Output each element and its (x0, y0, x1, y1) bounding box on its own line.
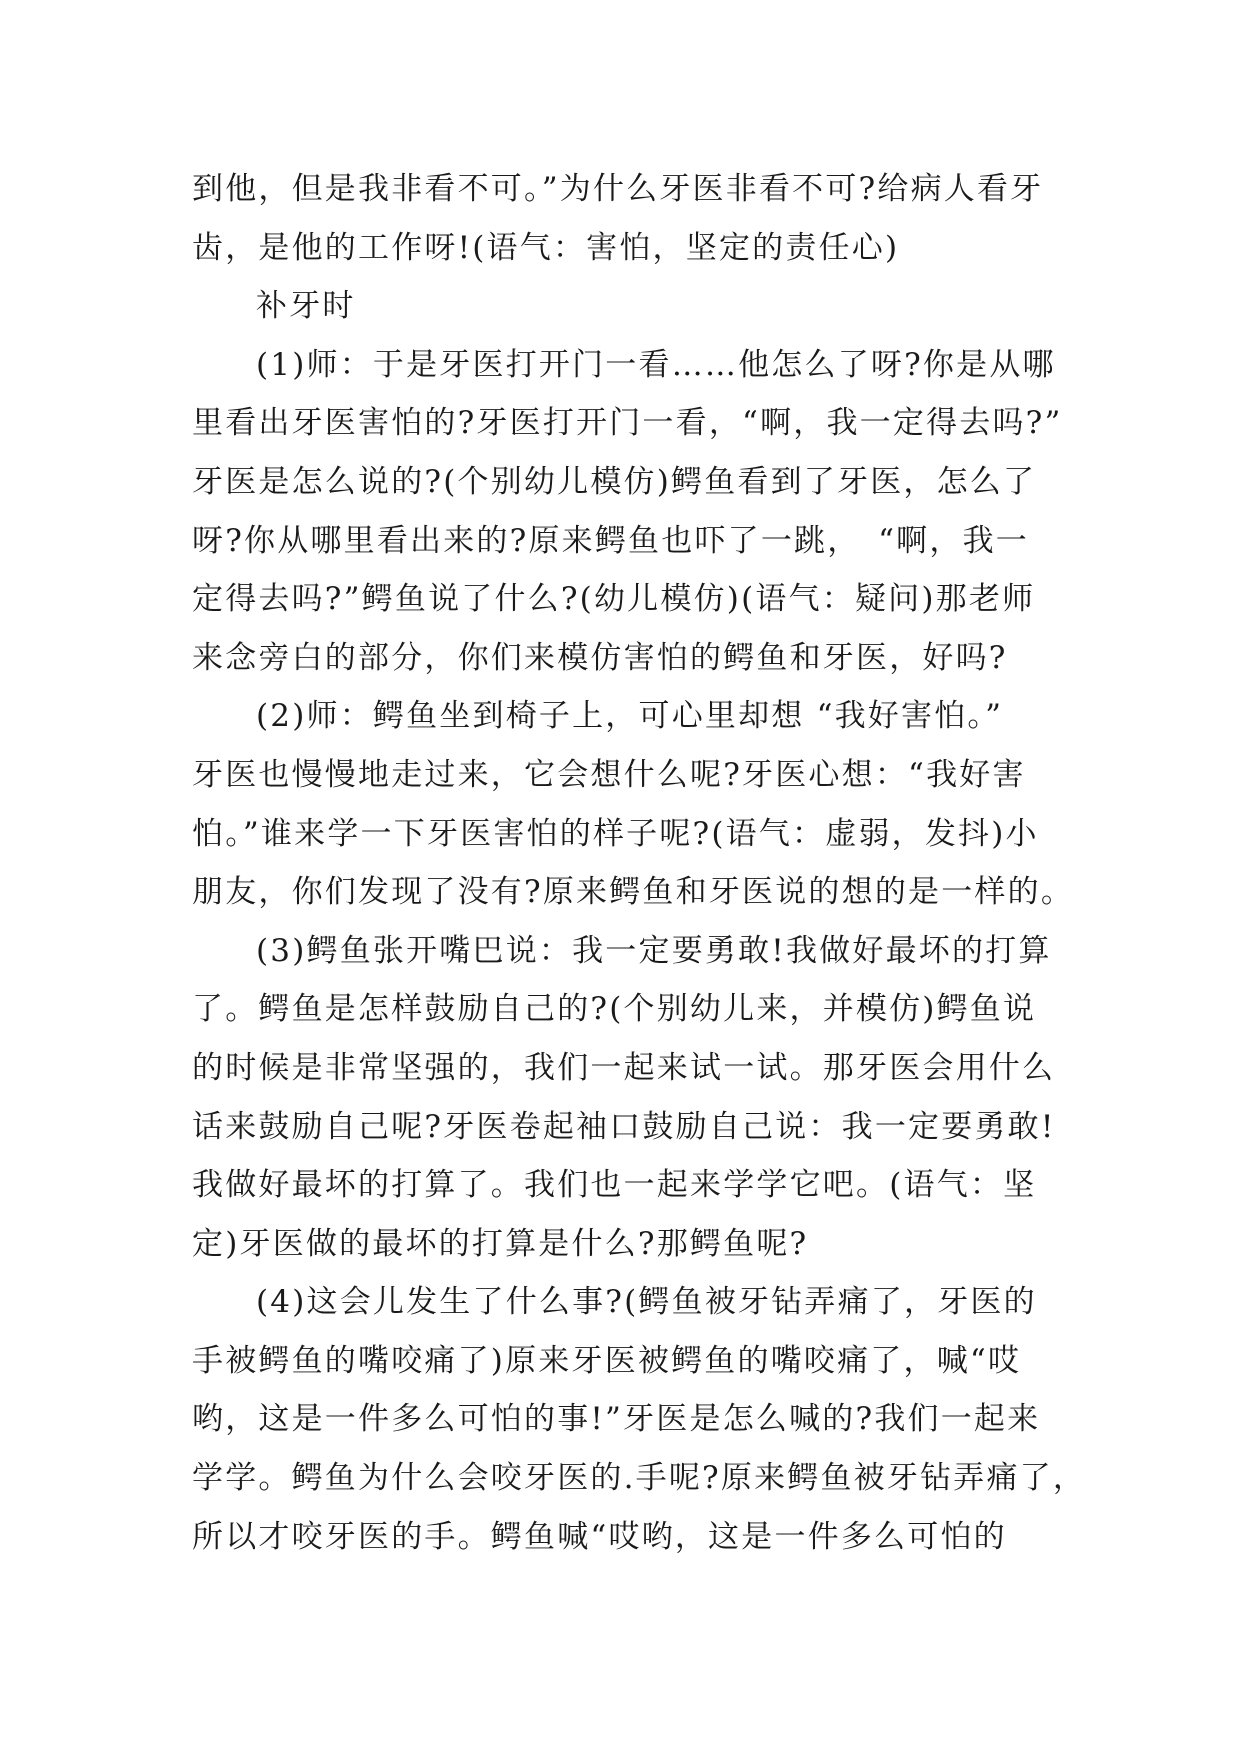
text-line: 到他，但是我非看不可。”为什么牙医非看不可?给病人看牙 (192, 171, 1044, 207)
paragraph-start-line: (2)师：鳄鱼坐到椅子上，可心里却想 “我好害怕。” (256, 698, 1004, 735)
text-line: 朋友，你们发现了没有?原来鳄鱼和牙医说的想的是一样的。 (192, 874, 1075, 911)
text-line: 齿，是他的工作呀!(语气：害怕，坚定的责任心) (192, 229, 900, 266)
text-line: 牙医是怎么说的?(个别幼儿模仿)鳄鱼看到了牙医，怎么了 (192, 463, 1037, 500)
text-line: 我做好最坏的打算了。我们也一起来学学它吧。(语气：坚 (192, 1167, 1037, 1204)
text-line: 手被鳄鱼的嘴咬痛了)原来牙医被鳄鱼的嘴咬痛了，喊“哎 (192, 1342, 1022, 1379)
text-line: 的时候是非常坚强的，我们一起来试一试。那牙医会用什么 (192, 1049, 1056, 1086)
text-line: 牙医也慢慢地走过来，它会想什么呢?牙医心想：“我好害 (192, 756, 1026, 793)
text-line: 所以才咬牙医的手。鳄鱼喊“哎哟，这是一件多么可怕的 (192, 1518, 1007, 1555)
text-line: 呀?你从哪里看出来的?原来鳄鱼也吓了一跳， “啊，我一 (192, 522, 1029, 559)
text-line: 学学。鳄鱼为什么会咬牙医的.手呢?原来鳄鱼被牙钻弄痛了， (192, 1460, 1087, 1497)
text-line: 哟，这是一件多么可怕的事!”牙医是怎么喊的?我们一起来 (192, 1401, 1041, 1438)
paragraph-start-line: (4)这会儿发生了什么事?(鳄鱼被牙钻弄痛了，牙医的 (256, 1284, 1037, 1321)
text-line: 定)牙医做的最坏的打算是什么?那鳄鱼呢? (192, 1225, 809, 1262)
document-body (192, 160, 1087, 1566)
text-line: 定得去吗?”鳄鱼说了什么?(幼儿模仿)(语气：疑问)那老师 (192, 581, 1036, 618)
text-line: 来念旁白的部分，你们来模仿害怕的鳄鱼和牙医，好吗? (192, 639, 1008, 676)
text-line: 话来鼓励自己呢?牙医卷起袖口鼓励自己说：我一定要勇敢! (192, 1108, 1056, 1145)
paragraph-start-line: (1)师：于是牙医打开门一看……他怎么了呀?你是从哪 (256, 346, 1056, 383)
text-line: 怕。”谁来学一下牙医害怕的样子呢?(语气：虚弱，发抖)小 (192, 815, 1039, 852)
section-heading: 补牙时 (256, 288, 356, 325)
text-line: 里看出牙医害怕的?牙医打开门一看，“啊，我一定得去吗?” (192, 405, 1063, 442)
paragraph-start-line: (3)鳄鱼张开嘴巴说：我一定要勇敢!我做好最坏的打算 (256, 932, 1052, 969)
text-line: 了。鳄鱼是怎样鼓励自己的?(个别幼儿来，并模仿)鳄鱼说 (192, 991, 1037, 1028)
